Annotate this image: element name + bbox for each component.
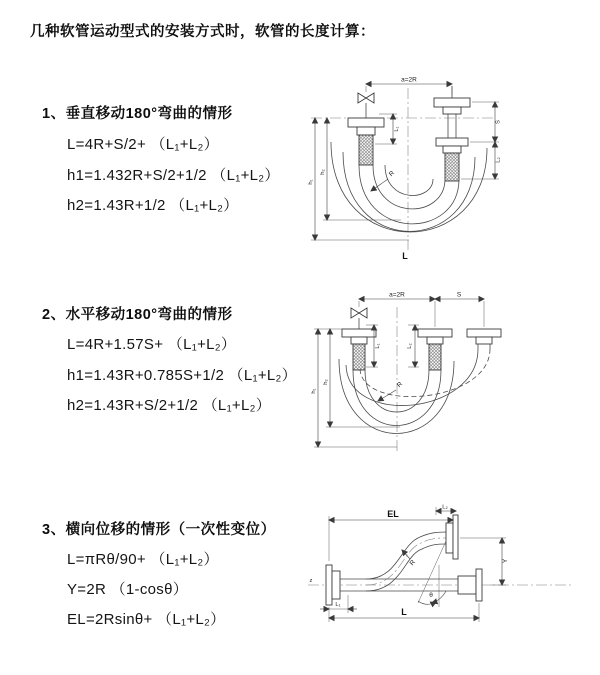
- valve-icon: [358, 93, 374, 118]
- label-h2: h₂: [323, 379, 329, 385]
- label-el: EL: [387, 509, 399, 519]
- left-flange-assembly: [342, 329, 376, 370]
- section1-formula-h1: h1=1.432R+S/2+1/2 （L₁+L₂）: [67, 167, 280, 184]
- label-l2: L₂: [407, 343, 413, 349]
- section2-formula-h1: h1=1.43R+0.785S+1/2 （L₁+L₂）: [67, 367, 297, 384]
- section1-formula-h2: h2=1.43R+1/2 （L₁+L₂）: [67, 197, 239, 214]
- label-r: R: [387, 169, 397, 179]
- label-s: S: [495, 120, 502, 124]
- label-l2: L₂: [442, 504, 448, 511]
- section1-formula-L: L=4R+S/2+ （L₁+L₂）: [67, 136, 219, 153]
- section2-heading: 2、水平移动180°弯曲的情形: [42, 307, 233, 323]
- braided-hose-section: [359, 135, 373, 165]
- angle-theta-construction: [418, 541, 446, 607]
- section3-formula-L: L=πRθ/90+ （L₁+L₂）: [67, 551, 219, 568]
- right-flange-assembly: [434, 86, 470, 181]
- figure-vertical-bend-diagram: [305, 72, 550, 264]
- dimension-el: [329, 509, 453, 561]
- dimension-l: [329, 603, 479, 622]
- radius-leader: [402, 550, 417, 567]
- label-y: Y: [502, 558, 509, 564]
- label-theta: θ: [429, 592, 433, 599]
- left-flange-assembly: [348, 118, 384, 165]
- label-axis-mark: z: [309, 578, 313, 584]
- section3-heading: 3、横向位移的情形（一次性变位）: [42, 522, 276, 538]
- displaced-hose-curve: [366, 515, 458, 591]
- label-s: S: [456, 291, 462, 299]
- label-r: R: [395, 380, 405, 390]
- braided-hose-section: [353, 344, 365, 370]
- section3-formula-EL: EL=2Rsinθ+ （L₁+L₂）: [67, 611, 226, 628]
- dimension-a2r-s: [359, 292, 484, 328]
- section1-heading: 1、垂直移动180°弯曲的情形: [42, 106, 233, 122]
- valve-icon: [351, 308, 367, 329]
- figure-horizontal-bend-diagram: [308, 287, 558, 459]
- braided-hose-section: [445, 153, 459, 181]
- label-h2: h₂: [320, 169, 326, 175]
- upper-flange-plate: [453, 515, 458, 559]
- figure-lateral-displacement-diagram: [298, 503, 583, 658]
- right-flange-assembly: [467, 329, 501, 349]
- label-l1: L₁: [335, 602, 341, 608]
- label-h1: h₁: [311, 388, 317, 394]
- label-r: R: [408, 558, 418, 568]
- middle-flange-assembly: [418, 329, 452, 370]
- label-h1: h₁: [308, 179, 314, 185]
- dimension-l2: [436, 505, 456, 516]
- label-l1: L₁: [375, 343, 381, 349]
- section2-formula-h2: h2=1.43R+S/2+1/2 （L₁+L₂）: [67, 397, 272, 414]
- dimension-a2r: [366, 77, 452, 96]
- label-l1: L₁: [394, 126, 400, 132]
- section2-formula-L: L=4R+1.57S+ （L₁+L₂）: [67, 336, 237, 353]
- label-l2: L₂: [495, 157, 502, 163]
- section3-formula-Y: Y=2R （1-cosθ）: [67, 581, 189, 598]
- label-l: L: [401, 607, 407, 617]
- hose-u-curves: [331, 142, 487, 232]
- label-a2r: a=2R: [389, 291, 405, 299]
- dimension-l2: [407, 325, 419, 367]
- braided-hose-section: [429, 344, 441, 370]
- radius-leader: [378, 381, 404, 401]
- page-title: 几种软管运动型式的安装方式时，软管的长度计算：: [30, 24, 375, 40]
- label-a2r: a=2R: [401, 76, 417, 84]
- label-l: L: [402, 251, 408, 261]
- dimension-h1-h2: [308, 118, 409, 240]
